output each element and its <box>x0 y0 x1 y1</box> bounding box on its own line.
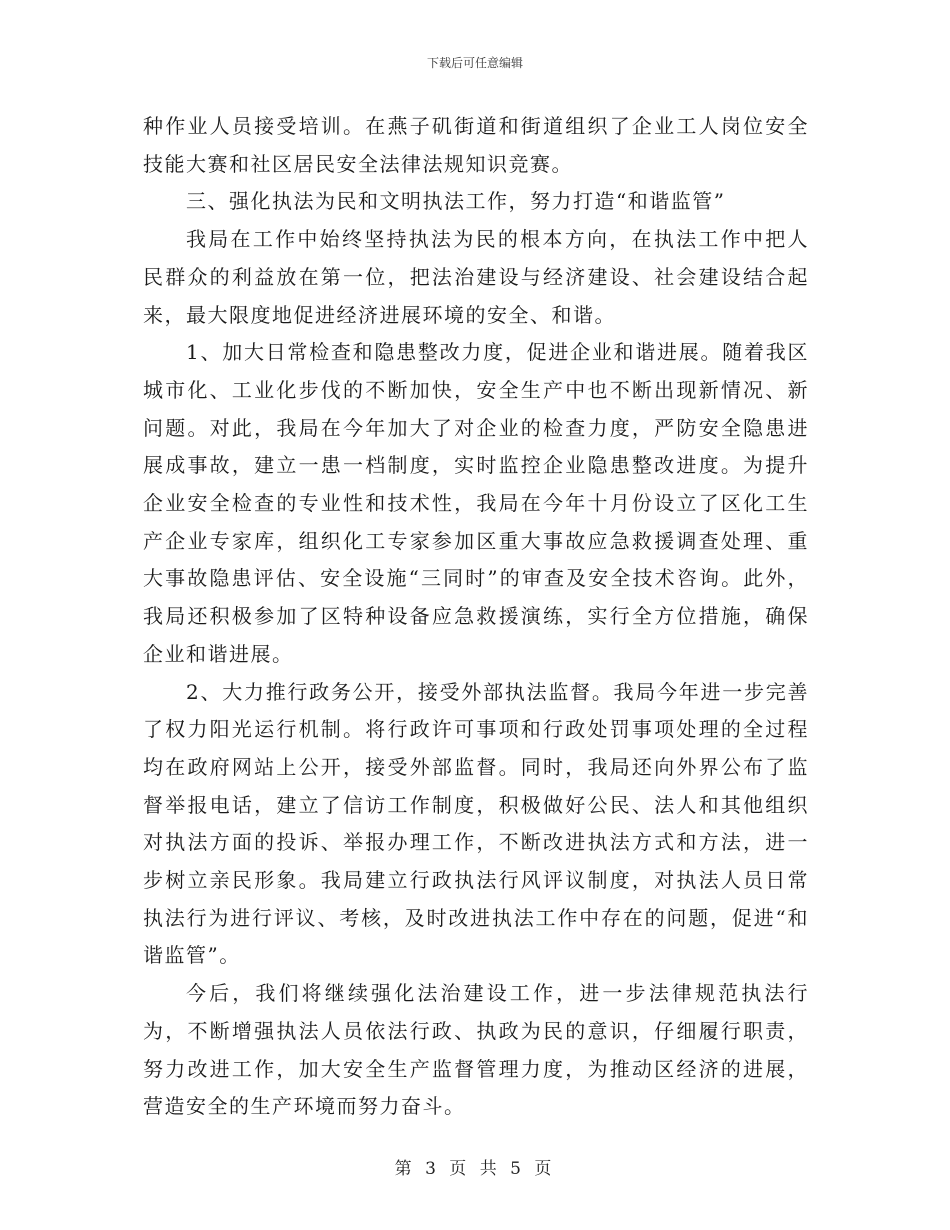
paragraph: 今后，我们将继续强化法治建设工作，进一步法律规范执法行为，不断增强执法人员依法行政、执政为民的意识，仔细履行职责，努力改进工作，加大安全生产监督管理力度，为推动区经济的进展，营造安全的生产环境而努力奋斗。 <box>143 981 809 1119</box>
paragraph: 我局在工作中始终坚持执法为民的根本方向，在执法工作中把人民群众的利益放在第一位，把法治建设与经济建设、社会建设结合起来，最大限度地促进经济进展环境的安全、和谐。 <box>143 227 809 327</box>
paragraph: 2、大力推行政务公开，接受外部执法监督。我局今年进一步完善了权力阳光运行机制。将行政许可事项和行政处罚事项处理的全过程均在政府网站上公开，接受外部监督。同时，我局还向外界公布了监督举报电话，建立了信访工作制度，积极做好公民、法人和其他组织对执法方面的投诉、举报办理工作，不断改进执法方式和方法，进一步树立亲民形象。我局建立行政执法行风评议制度，对执法人员日常执法行为进行评议、考核，及时改进执法工作中存在的问题，促进“和谐监管”。 <box>143 679 809 968</box>
document-body <box>143 108 809 1126</box>
header-note: 下载后可任意编辑 <box>426 56 523 70</box>
paragraph: 1、加大日常检查和隐患整改力度，促进企业和谐进展。随着我区城市化、工业化步伐的不断加快，安全生产中也不断出现新情况、新问题。对此，我局在今年加大了对企业的检查力度，严防安全隐患进展成事故，建立一患一档制度，实时监控企业隐患整改进度。为提升企业安全检查的专业性和技术性，我局在今年十月份设立了区化工生产企业专家库，组织化工专家参加区重大事故应急救援调查处理、重大事故隐患评估、安全设施“三同时”的审查及安全技术咨询。此外，我局还积极参加了区特种设备应急救援演练，实行全方位措施，确保企业和谐进展。 <box>143 340 809 666</box>
page-number: 第 3 页 共 5 页 <box>394 1159 556 1179</box>
section-heading: 三、强化执法为民和文明执法工作，努力打造“和谐监管” <box>186 189 726 214</box>
paragraph-continuation: 种作业人员接受培训。在燕子矶街道和街道组织了企业工人岗位安全技能大赛和社区居民安全法律法规知识竞赛。 <box>143 114 809 176</box>
